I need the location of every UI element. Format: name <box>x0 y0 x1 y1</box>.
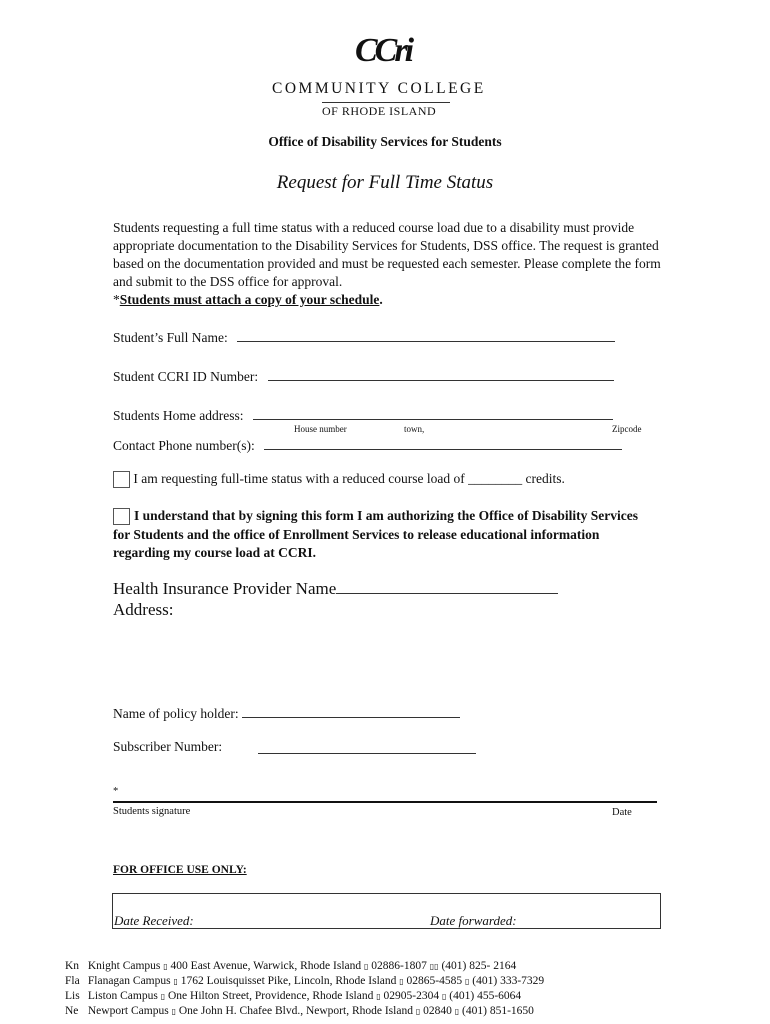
signature-asterisk: * <box>113 786 119 797</box>
intro-paragraph <box>113 219 673 309</box>
credits-label: I am requesting full-time status with a reduced course load of <box>133 471 465 486</box>
placeholder-glyph-icon: ▯ <box>399 977 404 986</box>
policy-holder-label: Name of policy holder: <box>113 706 239 721</box>
footer-address: 400 East Avenue, Warwick, Rhode Island <box>170 960 362 972</box>
footer-zip: 02905-2304 <box>383 990 440 1002</box>
footer-address: One Hilton Street, Providence, Rhode Island <box>168 990 374 1002</box>
placeholder-glyph-icon: ▯ <box>376 992 381 1001</box>
full-name-label: Student’s Full Name: <box>113 330 228 345</box>
footer-phone: (401) 455-6064 <box>449 990 522 1002</box>
footer-liston <box>65 990 521 1002</box>
credits-suffix: credits. <box>525 471 565 486</box>
credits-checkbox[interactable] <box>113 471 130 488</box>
signature-label: Students signature <box>113 806 191 817</box>
full-name-field[interactable] <box>237 329 615 342</box>
ccri-id-field[interactable] <box>268 368 614 381</box>
footer-zip: 02886-1807 <box>371 960 427 972</box>
address-hint-zip: Zipcode <box>612 424 642 434</box>
authorize-label: I understand that by signing this form I am authorizing the Office of Disability Services for Students and the office of Enrollment Services to release educational information regarding my course load at CCRI. <box>113 508 639 560</box>
footer-phone: (401) 825- 2164 <box>441 960 517 972</box>
footer-phone: (401) 851-1650 <box>462 1005 534 1017</box>
footer-flanagan <box>65 975 544 987</box>
intro-asterisk: * <box>113 292 120 307</box>
footer-newport <box>65 1005 534 1017</box>
footer-cut-text: Kn <box>65 960 80 972</box>
home-address-row <box>113 407 613 424</box>
credits-blank-field[interactable]: ________ <box>468 471 523 486</box>
office-use-box <box>112 893 661 929</box>
footer-phone: (401) 333-7329 <box>472 975 545 987</box>
home-address-label: Students Home address: <box>113 408 244 423</box>
subscriber-label: Subscriber Number: <box>113 739 223 754</box>
logo-divider <box>322 102 450 103</box>
footer-zip: 02865-4585 <box>406 975 463 987</box>
footer-campus: Liston Campus <box>87 990 158 1002</box>
date-received-label: Date Received: <box>114 913 194 928</box>
date-label: Date <box>612 807 632 818</box>
footer-cut-text: Lis <box>65 990 80 1002</box>
insurance-provider-row <box>113 579 558 599</box>
ccri-id-row <box>113 368 614 385</box>
placeholder-glyph-icon: ▯ <box>364 962 369 971</box>
subscriber-row <box>113 739 222 755</box>
form-title: Request for Full Time Status <box>276 172 494 193</box>
full-name-row <box>113 329 615 346</box>
authorize-checkbox[interactable] <box>113 508 130 525</box>
footer-cut-text: Fla <box>65 975 80 987</box>
address-hint-house: House number <box>294 424 347 434</box>
address-hint-town: town, <box>404 424 425 434</box>
footer-address: 1762 Louisquisset Pike, Lincoln, Rhode Island <box>180 975 397 987</box>
footer-campus: Knight Campus <box>87 960 161 972</box>
placeholder-glyph-icon: ▯ <box>454 1007 460 1016</box>
signature-line[interactable] <box>113 801 657 803</box>
placeholder-glyph-icon: ▯ <box>415 1007 421 1016</box>
college-name: COMMUNITY COLLEGE <box>272 80 486 97</box>
subscriber-field[interactable] <box>258 741 476 754</box>
office-use-heading: FOR OFFICE USE ONLY: <box>113 864 247 876</box>
intro-text: Students requesting a full time status with a reduced course load due to a disability must provide appropriate documentation to the Disability Services for Students, DSS office. The request is granted based on the documentation provided and must be requested each semester. Please complete the form and submit to the DSS office for approval. <box>113 220 661 289</box>
footer-knight <box>65 960 516 972</box>
home-address-field[interactable] <box>253 407 613 420</box>
ccri-logo-mark: CCri <box>355 32 412 69</box>
footer-cut-text: Ne <box>65 1005 79 1017</box>
insurance-provider-label: Health Insurance Provider Name <box>113 579 337 598</box>
placeholder-glyph-icon: ▯ <box>173 977 178 986</box>
placeholder-glyph-icon: ▯ <box>160 992 166 1001</box>
footer-campus: Newport Campus <box>87 1005 169 1017</box>
policy-holder-field[interactable] <box>242 705 460 718</box>
credits-row <box>113 471 565 488</box>
date-forwarded-label: Date forwarded: <box>430 913 517 928</box>
placeholder-glyph-icon: ▯ <box>465 977 470 986</box>
placeholder-glyph-icon: ▯ <box>442 992 447 1001</box>
placeholder-glyph-icon: ▯ <box>163 962 168 971</box>
office-heading: Office of Disability Services for Students <box>268 134 502 149</box>
footer-address: One John H. Chafee Blvd., Newport, Rhode Island <box>178 1005 413 1017</box>
requirement-period: . <box>379 292 383 307</box>
insurance-provider-field[interactable] <box>336 579 558 594</box>
placeholder-glyph-icon: ▯ <box>171 1007 176 1016</box>
footer-zip: 02840 <box>423 1005 452 1017</box>
phone-row <box>113 437 622 454</box>
footer-campus: Flanagan Campus <box>87 975 171 987</box>
schedule-requirement: Students must attach a copy of your schedule <box>119 292 380 307</box>
policy-holder-row <box>113 705 460 722</box>
authorize-row <box>113 507 658 563</box>
college-state: OF RHODE ISLAND <box>322 104 437 118</box>
insurance-address-label: Address: <box>113 600 174 619</box>
phone-field[interactable] <box>264 437 622 450</box>
phone-label: Contact Phone number(s): <box>113 438 255 453</box>
ccri-id-label: Student CCRI ID Number: <box>113 369 259 384</box>
placeholder-glyph-icon: ▯▯ <box>429 962 439 971</box>
